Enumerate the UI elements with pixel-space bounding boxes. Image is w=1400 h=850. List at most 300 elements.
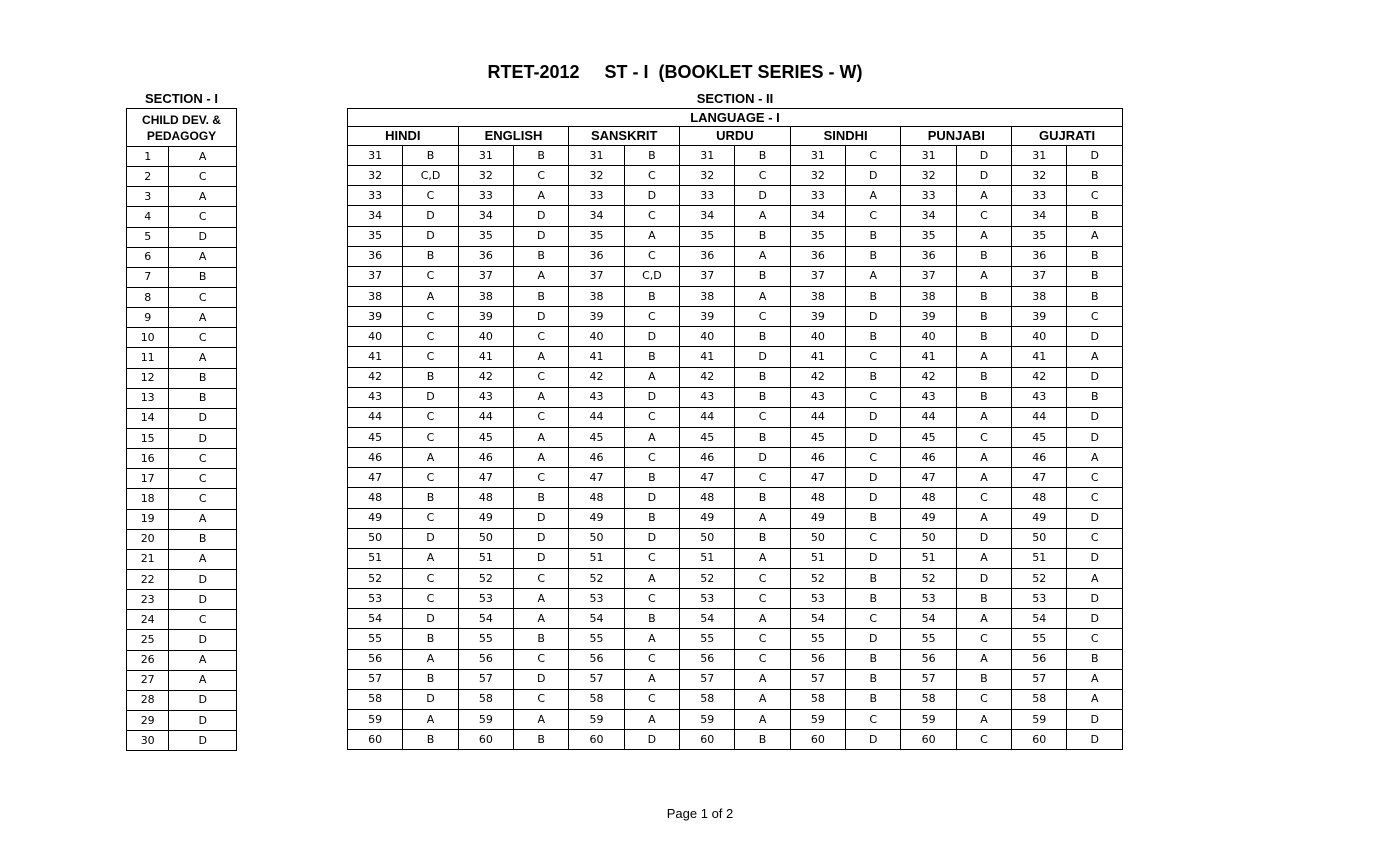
- question-number: 56: [1012, 649, 1067, 669]
- question-number: 34: [1012, 206, 1067, 226]
- table-row: [348, 186, 1123, 206]
- answer-cell: D: [169, 227, 237, 247]
- question-number: 31: [1012, 146, 1067, 166]
- question-number: 44: [569, 407, 624, 427]
- question-number: 50: [458, 528, 513, 548]
- question-number: 37: [348, 266, 403, 286]
- question-number: 31: [790, 146, 845, 166]
- answer-cell: B: [735, 528, 790, 548]
- answer-cell: C: [735, 568, 790, 588]
- answer-cell: A: [956, 347, 1011, 367]
- answer-cell: D: [403, 528, 458, 548]
- table-row: [348, 206, 1123, 226]
- table-row: [127, 529, 237, 549]
- section-1-answer-table: [126, 108, 237, 751]
- answer-cell: C: [624, 166, 679, 186]
- answer-cell: D: [624, 488, 679, 508]
- question-number: 50: [790, 528, 845, 548]
- question-number: 40: [680, 327, 735, 347]
- answer-cell: D: [403, 689, 458, 709]
- answer-cell: D: [514, 508, 569, 528]
- question-number: 54: [458, 609, 513, 629]
- answer-cell: C: [169, 449, 237, 469]
- answer-cell: B: [169, 388, 237, 408]
- answer-cell: C: [403, 307, 458, 327]
- answer-cell: B: [1067, 649, 1123, 669]
- question-number: 58: [790, 689, 845, 709]
- answer-cell: B: [735, 367, 790, 387]
- question-number: 49: [901, 508, 956, 528]
- answer-cell: A: [735, 669, 790, 689]
- answer-cell: D: [735, 448, 790, 468]
- question-number: 41: [790, 347, 845, 367]
- answer-cell: B: [624, 286, 679, 306]
- question-number: 44: [790, 407, 845, 427]
- question-number: 32: [569, 166, 624, 186]
- question-number: 33: [1012, 186, 1067, 206]
- table-row: [127, 428, 237, 448]
- answer-cell: A: [735, 548, 790, 568]
- question-number: 47: [1012, 468, 1067, 488]
- question-number: 27: [127, 670, 169, 690]
- question-number: 45: [1012, 427, 1067, 447]
- question-number: 53: [680, 589, 735, 609]
- answer-cell: D: [169, 590, 237, 610]
- question-number: 43: [569, 387, 624, 407]
- answer-cell: A: [514, 589, 569, 609]
- question-number: 46: [348, 448, 403, 468]
- question-number: 57: [790, 669, 845, 689]
- page-title: RTET-2012 ST - I (BOOKLET SERIES - W): [487, 62, 863, 82]
- question-number: 60: [680, 730, 735, 750]
- question-number: 49: [1012, 508, 1067, 528]
- question-number: 45: [458, 427, 513, 447]
- table-row: [127, 368, 237, 388]
- answer-cell: A: [169, 650, 237, 670]
- answer-cell: D: [846, 468, 901, 488]
- answer-cell: C: [624, 649, 679, 669]
- answer-cell: B: [403, 669, 458, 689]
- table-row: [348, 589, 1123, 609]
- answer-cell: D: [1067, 589, 1123, 609]
- question-number: 33: [569, 186, 624, 206]
- answer-cell: D: [956, 568, 1011, 588]
- question-number: 53: [1012, 589, 1067, 609]
- answer-cell: D: [846, 407, 901, 427]
- answer-cell: C: [735, 589, 790, 609]
- answer-cell: C: [846, 448, 901, 468]
- table-row: [127, 710, 237, 730]
- answer-cell: C: [514, 568, 569, 588]
- question-number: 57: [901, 669, 956, 689]
- answer-cell: A: [514, 347, 569, 367]
- answer-cell: C: [403, 427, 458, 447]
- table-row: [348, 266, 1123, 286]
- table-row: [127, 247, 237, 267]
- question-number: 24: [127, 610, 169, 630]
- question-number: 33: [790, 186, 845, 206]
- question-number: 40: [348, 327, 403, 347]
- answer-cell: D: [956, 528, 1011, 548]
- answer-cell: D: [169, 630, 237, 650]
- answer-cell: B: [403, 146, 458, 166]
- section-2-answer-table: [347, 108, 1123, 750]
- table-row: [127, 167, 237, 187]
- answer-cell: C: [514, 407, 569, 427]
- answer-cell: C: [956, 427, 1011, 447]
- answer-cell: C: [735, 629, 790, 649]
- answer-cell: D: [956, 146, 1011, 166]
- answer-cell: D: [1067, 730, 1123, 750]
- question-number: 55: [458, 629, 513, 649]
- answer-cell: A: [956, 407, 1011, 427]
- question-number: 59: [790, 709, 845, 729]
- question-number: 55: [1012, 629, 1067, 649]
- answer-cell: B: [514, 629, 569, 649]
- answer-cell: A: [1067, 669, 1123, 689]
- question-number: 5: [127, 227, 169, 247]
- answer-cell: C: [403, 407, 458, 427]
- question-number: 43: [1012, 387, 1067, 407]
- table-row: [348, 669, 1123, 689]
- question-number: 2: [127, 167, 169, 187]
- table-row: [127, 731, 237, 751]
- answer-cell: C,D: [403, 166, 458, 186]
- question-number: 57: [680, 669, 735, 689]
- question-number: 38: [901, 286, 956, 306]
- question-number: 41: [680, 347, 735, 367]
- answer-cell: C: [846, 528, 901, 548]
- question-number: 59: [1012, 709, 1067, 729]
- table-row: [348, 427, 1123, 447]
- question-number: 44: [348, 407, 403, 427]
- answer-cell: D: [169, 428, 237, 448]
- question-number: 38: [680, 286, 735, 306]
- answer-cell: C: [624, 206, 679, 226]
- table-row: [348, 528, 1123, 548]
- question-number: 54: [790, 609, 845, 629]
- answer-cell: D: [735, 347, 790, 367]
- question-number: 8: [127, 287, 169, 307]
- answer-cell: B: [624, 609, 679, 629]
- question-number: 60: [458, 730, 513, 750]
- question-number: 53: [790, 589, 845, 609]
- question-number: 59: [680, 709, 735, 729]
- question-number: 33: [680, 186, 735, 206]
- answer-cell: A: [735, 206, 790, 226]
- question-number: 51: [790, 548, 845, 568]
- question-number: 48: [348, 488, 403, 508]
- answer-cell: B: [735, 226, 790, 246]
- answer-cell: C: [169, 167, 237, 187]
- question-number: 36: [790, 246, 845, 266]
- question-number: 50: [1012, 528, 1067, 548]
- answer-cell: C: [1067, 488, 1123, 508]
- answer-cell: C: [403, 266, 458, 286]
- answer-cell: D: [846, 488, 901, 508]
- answer-cell: C: [1067, 186, 1123, 206]
- table-row: [348, 649, 1123, 669]
- table-row: [348, 609, 1123, 629]
- question-number: 41: [901, 347, 956, 367]
- question-number: 31: [458, 146, 513, 166]
- answer-cell: D: [846, 730, 901, 750]
- answer-cell: C: [514, 468, 569, 488]
- table-row: [127, 328, 237, 348]
- answer-cell: C: [169, 287, 237, 307]
- table-row: [348, 387, 1123, 407]
- question-number: 48: [790, 488, 845, 508]
- question-number: 4: [127, 207, 169, 227]
- question-number: 49: [348, 508, 403, 528]
- question-number: 59: [348, 709, 403, 729]
- question-number: 39: [901, 307, 956, 327]
- question-number: 46: [680, 448, 735, 468]
- question-number: 35: [680, 226, 735, 246]
- answer-cell: C: [403, 508, 458, 528]
- answer-cell: A: [514, 266, 569, 286]
- table-row: [127, 489, 237, 509]
- answer-cell: C: [956, 629, 1011, 649]
- question-number: 45: [569, 427, 624, 447]
- answer-cell: B: [956, 307, 1011, 327]
- question-number: 60: [901, 730, 956, 750]
- answer-cell: B: [846, 226, 901, 246]
- question-number: 53: [569, 589, 624, 609]
- question-number: 55: [901, 629, 956, 649]
- table-row: [127, 670, 237, 690]
- answer-cell: C: [956, 689, 1011, 709]
- table-row: [127, 469, 237, 489]
- answer-cell: B: [169, 529, 237, 549]
- question-number: 36: [569, 246, 624, 266]
- question-number: 53: [901, 589, 956, 609]
- answer-cell: B: [735, 266, 790, 286]
- answer-cell: B: [846, 669, 901, 689]
- answer-cell: B: [735, 387, 790, 407]
- language-header-punjabi: PUNJABI: [901, 127, 1012, 146]
- question-number: 49: [458, 508, 513, 528]
- answer-cell: B: [1067, 387, 1123, 407]
- answer-cell: C: [624, 246, 679, 266]
- table-row: [127, 569, 237, 589]
- question-number: 18: [127, 489, 169, 509]
- answer-cell: C: [403, 568, 458, 588]
- answer-cell: C: [514, 327, 569, 347]
- question-number: 32: [458, 166, 513, 186]
- table-row: [348, 709, 1123, 729]
- answer-cell: A: [956, 448, 1011, 468]
- answer-cell: C: [624, 307, 679, 327]
- question-number: 48: [1012, 488, 1067, 508]
- table-row: [127, 509, 237, 529]
- question-number: 44: [901, 407, 956, 427]
- answer-cell: A: [1067, 568, 1123, 588]
- table-row: [127, 449, 237, 469]
- answer-cell: D: [514, 669, 569, 689]
- question-number: 47: [680, 468, 735, 488]
- question-number: 47: [458, 468, 513, 488]
- answer-cell: B: [735, 146, 790, 166]
- question-number: 46: [458, 448, 513, 468]
- answer-cell: A: [956, 508, 1011, 528]
- answer-cell: B: [624, 146, 679, 166]
- question-number: 54: [680, 609, 735, 629]
- question-number: 11: [127, 348, 169, 368]
- answer-cell: A: [403, 649, 458, 669]
- question-number: 42: [458, 367, 513, 387]
- answer-cell: C: [735, 649, 790, 669]
- question-number: 50: [348, 528, 403, 548]
- answer-cell: A: [169, 187, 237, 207]
- question-number: 7: [127, 267, 169, 287]
- answer-cell: C: [514, 367, 569, 387]
- answer-cell: C: [735, 407, 790, 427]
- language-group-header: LANGUAGE - I: [348, 109, 1123, 127]
- question-number: 56: [569, 649, 624, 669]
- question-number: 58: [680, 689, 735, 709]
- question-number: 37: [790, 266, 845, 286]
- answer-cell: A: [169, 348, 237, 368]
- question-number: 32: [1012, 166, 1067, 186]
- answer-cell: D: [1067, 427, 1123, 447]
- answer-cell: B: [846, 246, 901, 266]
- answer-cell: D: [514, 206, 569, 226]
- answer-cell: D: [956, 166, 1011, 186]
- question-number: 44: [1012, 407, 1067, 427]
- table-row: [127, 147, 237, 167]
- question-number: 30: [127, 731, 169, 751]
- answer-cell: B: [514, 730, 569, 750]
- question-number: 40: [458, 327, 513, 347]
- answer-cell: A: [735, 286, 790, 306]
- language-header-english: ENGLISH: [458, 127, 569, 146]
- table-row: [348, 488, 1123, 508]
- question-number: 37: [901, 266, 956, 286]
- table-row: [348, 146, 1123, 166]
- question-number: 37: [1012, 266, 1067, 286]
- answer-cell: B: [624, 347, 679, 367]
- answer-cell: D: [1067, 146, 1123, 166]
- answer-cell: C: [846, 609, 901, 629]
- answer-cell: D: [846, 629, 901, 649]
- question-number: 36: [901, 246, 956, 266]
- question-number: 41: [569, 347, 624, 367]
- question-number: 19: [127, 509, 169, 529]
- answer-cell: C: [514, 649, 569, 669]
- question-number: 55: [348, 629, 403, 649]
- question-number: 33: [348, 186, 403, 206]
- answer-cell: D: [1067, 407, 1123, 427]
- answer-cell: D: [403, 226, 458, 246]
- question-number: 38: [458, 286, 513, 306]
- answer-cell: C: [624, 689, 679, 709]
- answer-cell: A: [169, 247, 237, 267]
- answer-cell: A: [169, 670, 237, 690]
- answer-cell: D: [846, 307, 901, 327]
- question-number: 51: [680, 548, 735, 568]
- answer-cell: A: [624, 709, 679, 729]
- question-number: 60: [790, 730, 845, 750]
- answer-cell: A: [514, 448, 569, 468]
- question-number: 43: [901, 387, 956, 407]
- answer-cell: B: [403, 488, 458, 508]
- answer-cell: C: [514, 166, 569, 186]
- table-row: [127, 630, 237, 650]
- answer-cell: C: [1067, 307, 1123, 327]
- answer-cell: D: [169, 731, 237, 751]
- answer-cell: A: [735, 609, 790, 629]
- question-number: 37: [569, 266, 624, 286]
- question-number: 52: [458, 568, 513, 588]
- question-number: 54: [348, 609, 403, 629]
- question-number: 41: [1012, 347, 1067, 367]
- answer-cell: D: [514, 528, 569, 548]
- question-number: 6: [127, 247, 169, 267]
- answer-cell: B: [624, 468, 679, 488]
- answer-cell: D: [1067, 508, 1123, 528]
- answer-cell: A: [403, 548, 458, 568]
- question-number: 42: [790, 367, 845, 387]
- question-number: 14: [127, 408, 169, 428]
- answer-cell: D: [624, 730, 679, 750]
- answer-cell: D: [514, 307, 569, 327]
- answer-cell: A: [624, 427, 679, 447]
- answer-cell: C: [403, 327, 458, 347]
- table-row: [127, 650, 237, 670]
- question-number: 49: [680, 508, 735, 528]
- answer-cell: B: [846, 286, 901, 306]
- question-number: 48: [901, 488, 956, 508]
- answer-cell: C: [735, 166, 790, 186]
- question-number: 39: [680, 307, 735, 327]
- question-number: 56: [901, 649, 956, 669]
- answer-cell: C,D: [624, 266, 679, 286]
- answer-cell: D: [846, 427, 901, 447]
- question-number: 32: [348, 166, 403, 186]
- question-number: 48: [680, 488, 735, 508]
- question-number: 58: [1012, 689, 1067, 709]
- answer-cell: A: [514, 609, 569, 629]
- table-row: [127, 549, 237, 569]
- answer-cell: C: [514, 689, 569, 709]
- answer-cell: A: [735, 689, 790, 709]
- answer-cell: A: [1067, 448, 1123, 468]
- table-row: [348, 548, 1123, 568]
- answer-cell: A: [514, 387, 569, 407]
- answer-cell: C: [403, 186, 458, 206]
- question-number: 39: [790, 307, 845, 327]
- answer-cell: A: [956, 226, 1011, 246]
- answer-cell: A: [956, 649, 1011, 669]
- question-number: 41: [348, 347, 403, 367]
- answer-cell: B: [956, 589, 1011, 609]
- answer-cell: C: [624, 589, 679, 609]
- table-row: [348, 367, 1123, 387]
- question-number: 15: [127, 428, 169, 448]
- answer-cell: D: [1067, 709, 1123, 729]
- question-number: 33: [458, 186, 513, 206]
- question-number: 29: [127, 710, 169, 730]
- question-number: 32: [680, 166, 735, 186]
- question-number: 38: [790, 286, 845, 306]
- table-row: [348, 327, 1123, 347]
- question-number: 52: [901, 568, 956, 588]
- question-number: 43: [680, 387, 735, 407]
- answer-cell: A: [846, 266, 901, 286]
- question-number: 35: [348, 226, 403, 246]
- answer-cell: D: [169, 690, 237, 710]
